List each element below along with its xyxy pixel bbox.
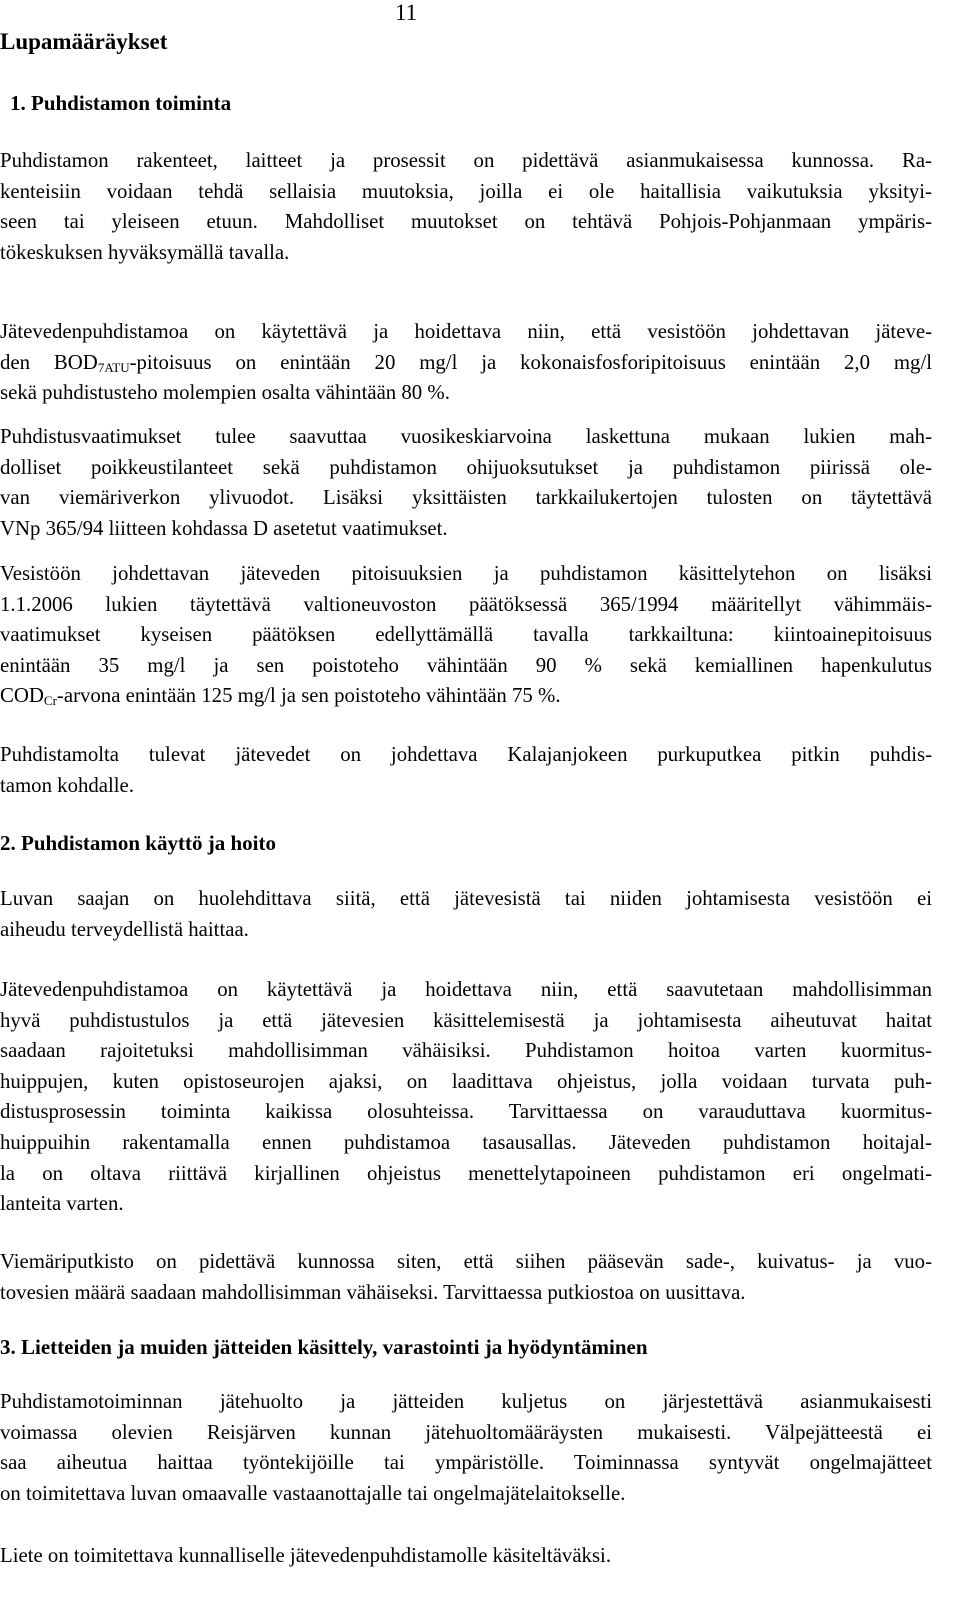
paragraph: [0, 1387, 932, 1509]
document-title: Lupamääräykset: [0, 29, 168, 54]
text-line: Luvan saajan on huolehdittava siitä, että jätevesistä tai niiden johtamisesta vesistöön ei: [0, 887, 932, 910]
text-line: Puhdistamon rakenteet, laitteet ja prosessit on pidettävä asianmukaisessa kunnossa. Ra-: [0, 149, 932, 172]
text-line: Puhdistusvaatimukset tulee saavuttaa vuosikeskiarvoina laskettuna mukaan lukien mah-: [0, 425, 932, 448]
text-line: dolliset poikkeustilanteet sekä puhdistamon ohijuoksutukset ja puhdistamon piirissä ole-: [0, 455, 932, 479]
paragraph: [0, 559, 932, 712]
text-line: saa aiheutua haittaa työntekijöille tai ympäristölle. Toiminnassa syntyvät ongelmajätteet: [0, 1451, 932, 1475]
text-line: voimassa olevien Reisjärven kunnan jätehuoltomääräysten mukaisesti. Välpejätteestä ei: [0, 1420, 932, 1444]
text-line: sekä puhdistusteho molempien osalta vähintään 80 %.: [0, 381, 450, 405]
paragraph: [0, 422, 932, 544]
text-line: huippuihin rakentamalla ennen puhdistamoa tasausallas. Jäteveden puhdistamon hoitajal-: [0, 1130, 932, 1154]
text-line: Liete on toimitettava kunnalliselle jätevedenpuhdistamolle käsiteltäväksi.: [0, 1544, 612, 1567]
text-line: Puhdistamotoiminnan jätehuolto ja jätteiden kuljetus on järjestettävä asianmukaisesti: [0, 1390, 932, 1413]
text-line: seen tai yleiseen etuun. Mahdolliset muutokset on tehtävä Pohjois-Pohjanmaan ympäris-: [0, 210, 932, 234]
text-line: huippujen, kuten opistoseurojen ajaksi, on laadittava ohjeistus, jolla voidaan turvata puh-: [0, 1069, 932, 1093]
paragraph: [0, 1541, 932, 1572]
text-line: van viemäriverkon ylivuodot. Lisäksi yksittäisten tarkkailukertojen tulosten on täytettävä: [0, 486, 932, 510]
text-line: VNp 365/94 liitteen kohdassa D asetetut vaatimukset.: [0, 516, 448, 540]
text-line: Jätevedenpuhdistamoa on käytettävä ja hoidettava niin, että saavutetaan mahdollisimman: [0, 978, 932, 1001]
text-line: distusprosessin toiminta kaikissa olosuhteissa. Tarvittaessa on varauduttava kuormitus-: [0, 1100, 932, 1124]
text-line: on toimitettava luvan omaavalle vastaanottajalle tai ongelmajätelaitokselle.: [0, 1481, 626, 1505]
paragraph: [0, 740, 932, 801]
text-line: 1.1.2006 lukien täytettävä valtioneuvoston päätöksessä 365/1994 määritellyt vähimmäis-: [0, 592, 932, 616]
section-heading: 2. Puhdistamon käyttö ja hoito: [0, 831, 276, 855]
section-heading: 1. Puhdistamon toiminta: [10, 91, 232, 115]
text-line: aiheudu terveydellistä haittaa.: [0, 917, 249, 941]
paragraph: [0, 146, 932, 268]
paragraph: [0, 317, 932, 409]
section-heading: 3. Lietteiden ja muiden jätteiden käsittely, varastointi ja hyödyntäminen: [0, 1335, 648, 1359]
text-line: tökeskuksen hyväksymällä tavalla.: [0, 240, 290, 264]
text-line: den $BOD_{7ATU}$-pitoisuus on enintään 20 mg/l ja kokonaisfosforipitoisuus enintään 2,0 mg/l: [0, 350, 933, 375]
paragraph: [0, 1247, 932, 1308]
paragraph: [0, 975, 932, 1220]
text-line: tamon kohdalle.: [0, 773, 134, 797]
text-line: hyvä puhdistustulos ja että jätevesien käsittelemisestä ja johtamisesta aiheutuvat haitat: [0, 1008, 932, 1032]
text-line: Vesistöön johdettavan jäteveden pitoisuuksien ja puhdistamon käsittelytehon on lisäksi: [0, 562, 932, 585]
text-line: saadaan rajoitetuksi mahdollisimman vähäisiksi. Puhdistamon hoitoa varten kuormitus-: [0, 1039, 932, 1063]
text-line: Jätevedenpuhdistamoa on käytettävä ja hoidettava niin, että vesistöön johdettavan jäteve-: [0, 320, 932, 343]
text-line: la on oltava riittävä kirjallinen ohjeistus menettelytapoineen puhdistamon eri ongelmati-: [0, 1161, 932, 1185]
text-line: enintään 35 mg/l ja sen poistoteho vähintään 90 % sekä kemiallinen hapenkulutus: [0, 653, 932, 677]
text-line: Puhdistamolta tulevat jätevedet on johdettava Kalajanjokeen purkuputkea pitkin puhdis-: [0, 743, 932, 766]
paragraph: [0, 884, 932, 945]
page-number: 11: [395, 0, 418, 25]
text-line: $COD_{Cr}$-arvona enintään 125 mg/l ja sen poistoteho vähintään 75 %.: [0, 684, 561, 709]
text-line: tovesien määrä saadaan mahdollisimman vähäiseksi. Tarvittaessa putkiostoa on uusittava.: [0, 1280, 746, 1304]
text-line: vaatimukset kyseisen päätöksen edellyttämällä tavalla tarkkailtuna: kiintoainepitoisuus: [0, 623, 932, 647]
text-line: kenteisiin voidaan tehdä sellaisia muutoksia, joilla ei ole haitallisia vaikutuksia yksityi-: [0, 179, 932, 203]
text-line: Viemäriputkisto on pidettävä kunnossa siten, että siihen pääsevän sade-, kuivatus- ja vuo-: [0, 1250, 932, 1273]
text-line: lanteita varten.: [0, 1192, 124, 1216]
